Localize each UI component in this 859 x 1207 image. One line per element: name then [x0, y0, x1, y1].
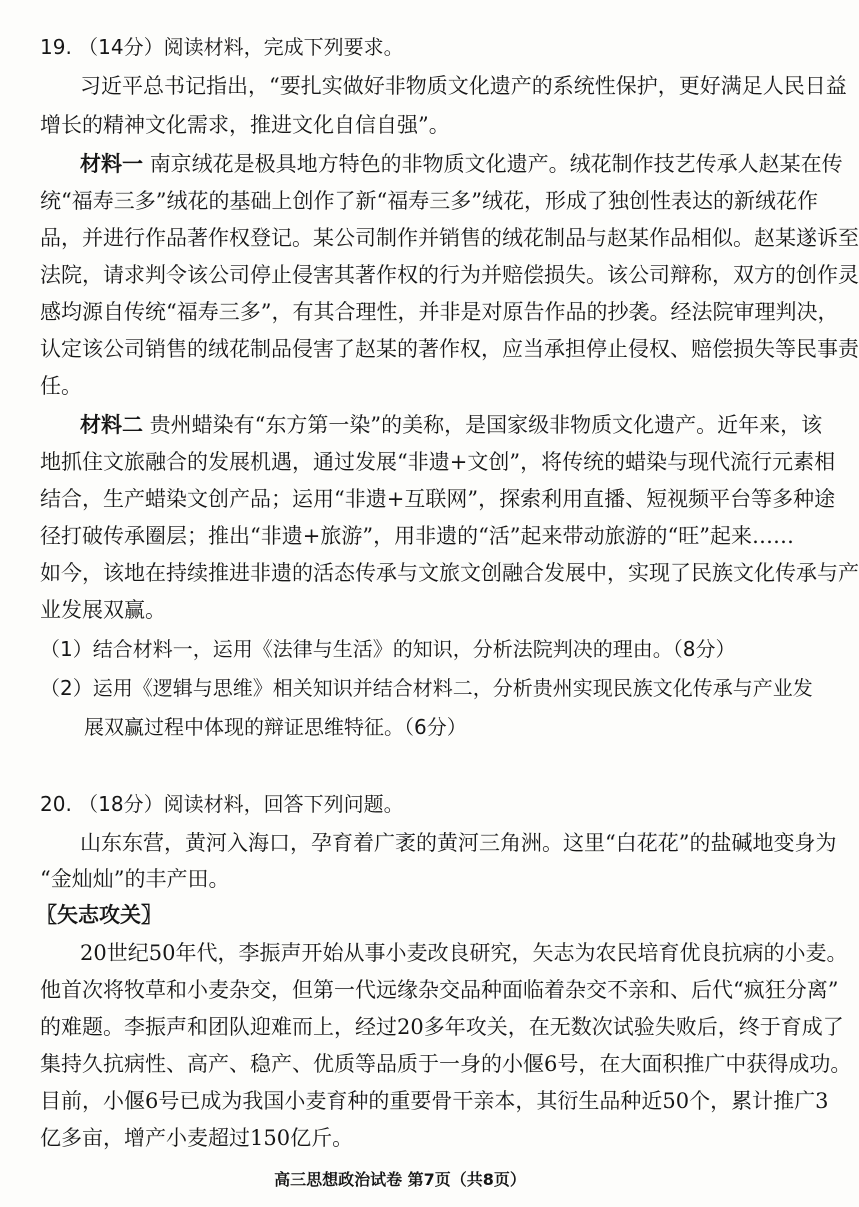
q19-intro-line-2: 增长的精神文化需求，推进文化自信自强”。 — [40, 113, 450, 137]
material2-label: 材料二 — [80, 413, 143, 437]
q19-subquestion-1: （1）结合材料一，运用《法律与生活》的知识，分析法院判决的理由。（8分） — [40, 637, 736, 661]
material2-line-6: 业发展双赢。 — [40, 598, 166, 622]
material2-line-1: 材料二 贵州蜡染有“东方第一染”的美称，是国家级非物质文化遗产。近年来，该 — [80, 413, 823, 437]
q20-header: 20. （18分）阅读材料，回答下列问题。 — [40, 792, 404, 816]
material1-line-4: 法院，请求判令该公司停止侵害其著作权的行为并赔偿损失。该公司辩称，双方的创作灵 — [40, 263, 859, 287]
page-footer: 高三思想政治试卷 第7页（共8页） — [274, 1170, 526, 1189]
material1-line-1: 材料一 南京绒花是极具地方特色的非物质文化遗产。绒花制作技艺传承人赵某在传 — [80, 152, 843, 176]
material1-label: 材料一 — [80, 152, 143, 176]
material1-line-6: 认定该公司销售的绒花制品侵害了赵某的著作权，应当承担停止侵权、赔偿损失等民事责 — [40, 337, 859, 361]
q20-intro-line-1: 山东东营，黄河入海口，孕育着广袤的黄河三角洲。这里“白花花”的盐碱地变身为 — [80, 831, 837, 855]
material1-line-5: 感均源自传统“福寿三多”，有其合理性，并非是对原告作品的抄袭。经法院审理判决， — [40, 300, 839, 324]
q19-intro-line-1: 习近平总书记指出，“要扎实做好非物质文化遗产的系统性保护，更好满足人民日益 — [80, 74, 847, 98]
q20-para-line-3: 的难题。李振声和团队迎难而上，经过20多年攻关，在无数次试验失败后，终于育成了 — [40, 1015, 844, 1039]
material2-line-4: 径打破传承圈层；推出“非遗+旅游”，用非遗的“活”起来带动旅游的“旺”起来…… — [40, 524, 795, 548]
q20-para-line-6: 亿多亩，增产小麦超过150亿斤。 — [40, 1126, 354, 1150]
material2-line-3: 结合，生产蜡染文创产品；运用“非遗+互联网”，探索利用直播、短视频平台等多种途 — [40, 487, 836, 511]
material1-line-2: 统“福寿三多”绒花的基础上创作了新“福寿三多”绒花，形成了独创性表达的新绒花作 — [40, 189, 818, 213]
q20-para-line-4: 集持久抗病性、高产、稳产、优质等品质于一身的小偃6号，在大面积推广中获得成功。 — [40, 1052, 852, 1076]
q19-subquestion-2-cont: 展双赢过程中体现的辩证思维特征。（6分） — [84, 715, 467, 739]
material1-line-7: 任。 — [40, 374, 82, 398]
q19-subquestion-2: （2）运用《逻辑与思维》相关知识并结合材料二，分析贵州实现民族文化传承与产业发 — [40, 676, 813, 700]
material2-line-5: 如今，该地在持续推进非遗的活态传承与文旅文创融合发展中，实现了民族文化传承与产 — [40, 561, 859, 585]
q20-para-line-1: 20世纪50年代，李振声开始从事小麦改良研究，矢志为农民培育优良抗病的小麦。 — [80, 941, 848, 965]
q20-intro-line-2: “金灿灿”的丰产田。 — [40, 867, 230, 891]
material1-line-3: 品，并进行作品著作权登记。某公司制作并销售的绒花制品与赵某作品相似。赵某遂诉至 — [40, 226, 859, 250]
q20-section-title: 〖矢志攻关〗 — [36, 903, 162, 927]
q20-para-line-5: 目前，小偃6号已成为我国小麦育种的重要骨干亲本，其衍生品种近50个，累计推广3 — [40, 1089, 829, 1113]
q20-para-line-2: 他首次将牧草和小麦杂交，但第一代远缘杂交品种面临着杂交不亲和、后代“疯狂分离” — [40, 978, 839, 1002]
q19-header: 19. （14分）阅读材料，完成下列要求。 — [40, 35, 404, 59]
material2-line-2: 地抓住文旅融合的发展机遇，通过发展“非遗+文创”，将传统的蜡染与现代流行元素相 — [40, 450, 836, 474]
